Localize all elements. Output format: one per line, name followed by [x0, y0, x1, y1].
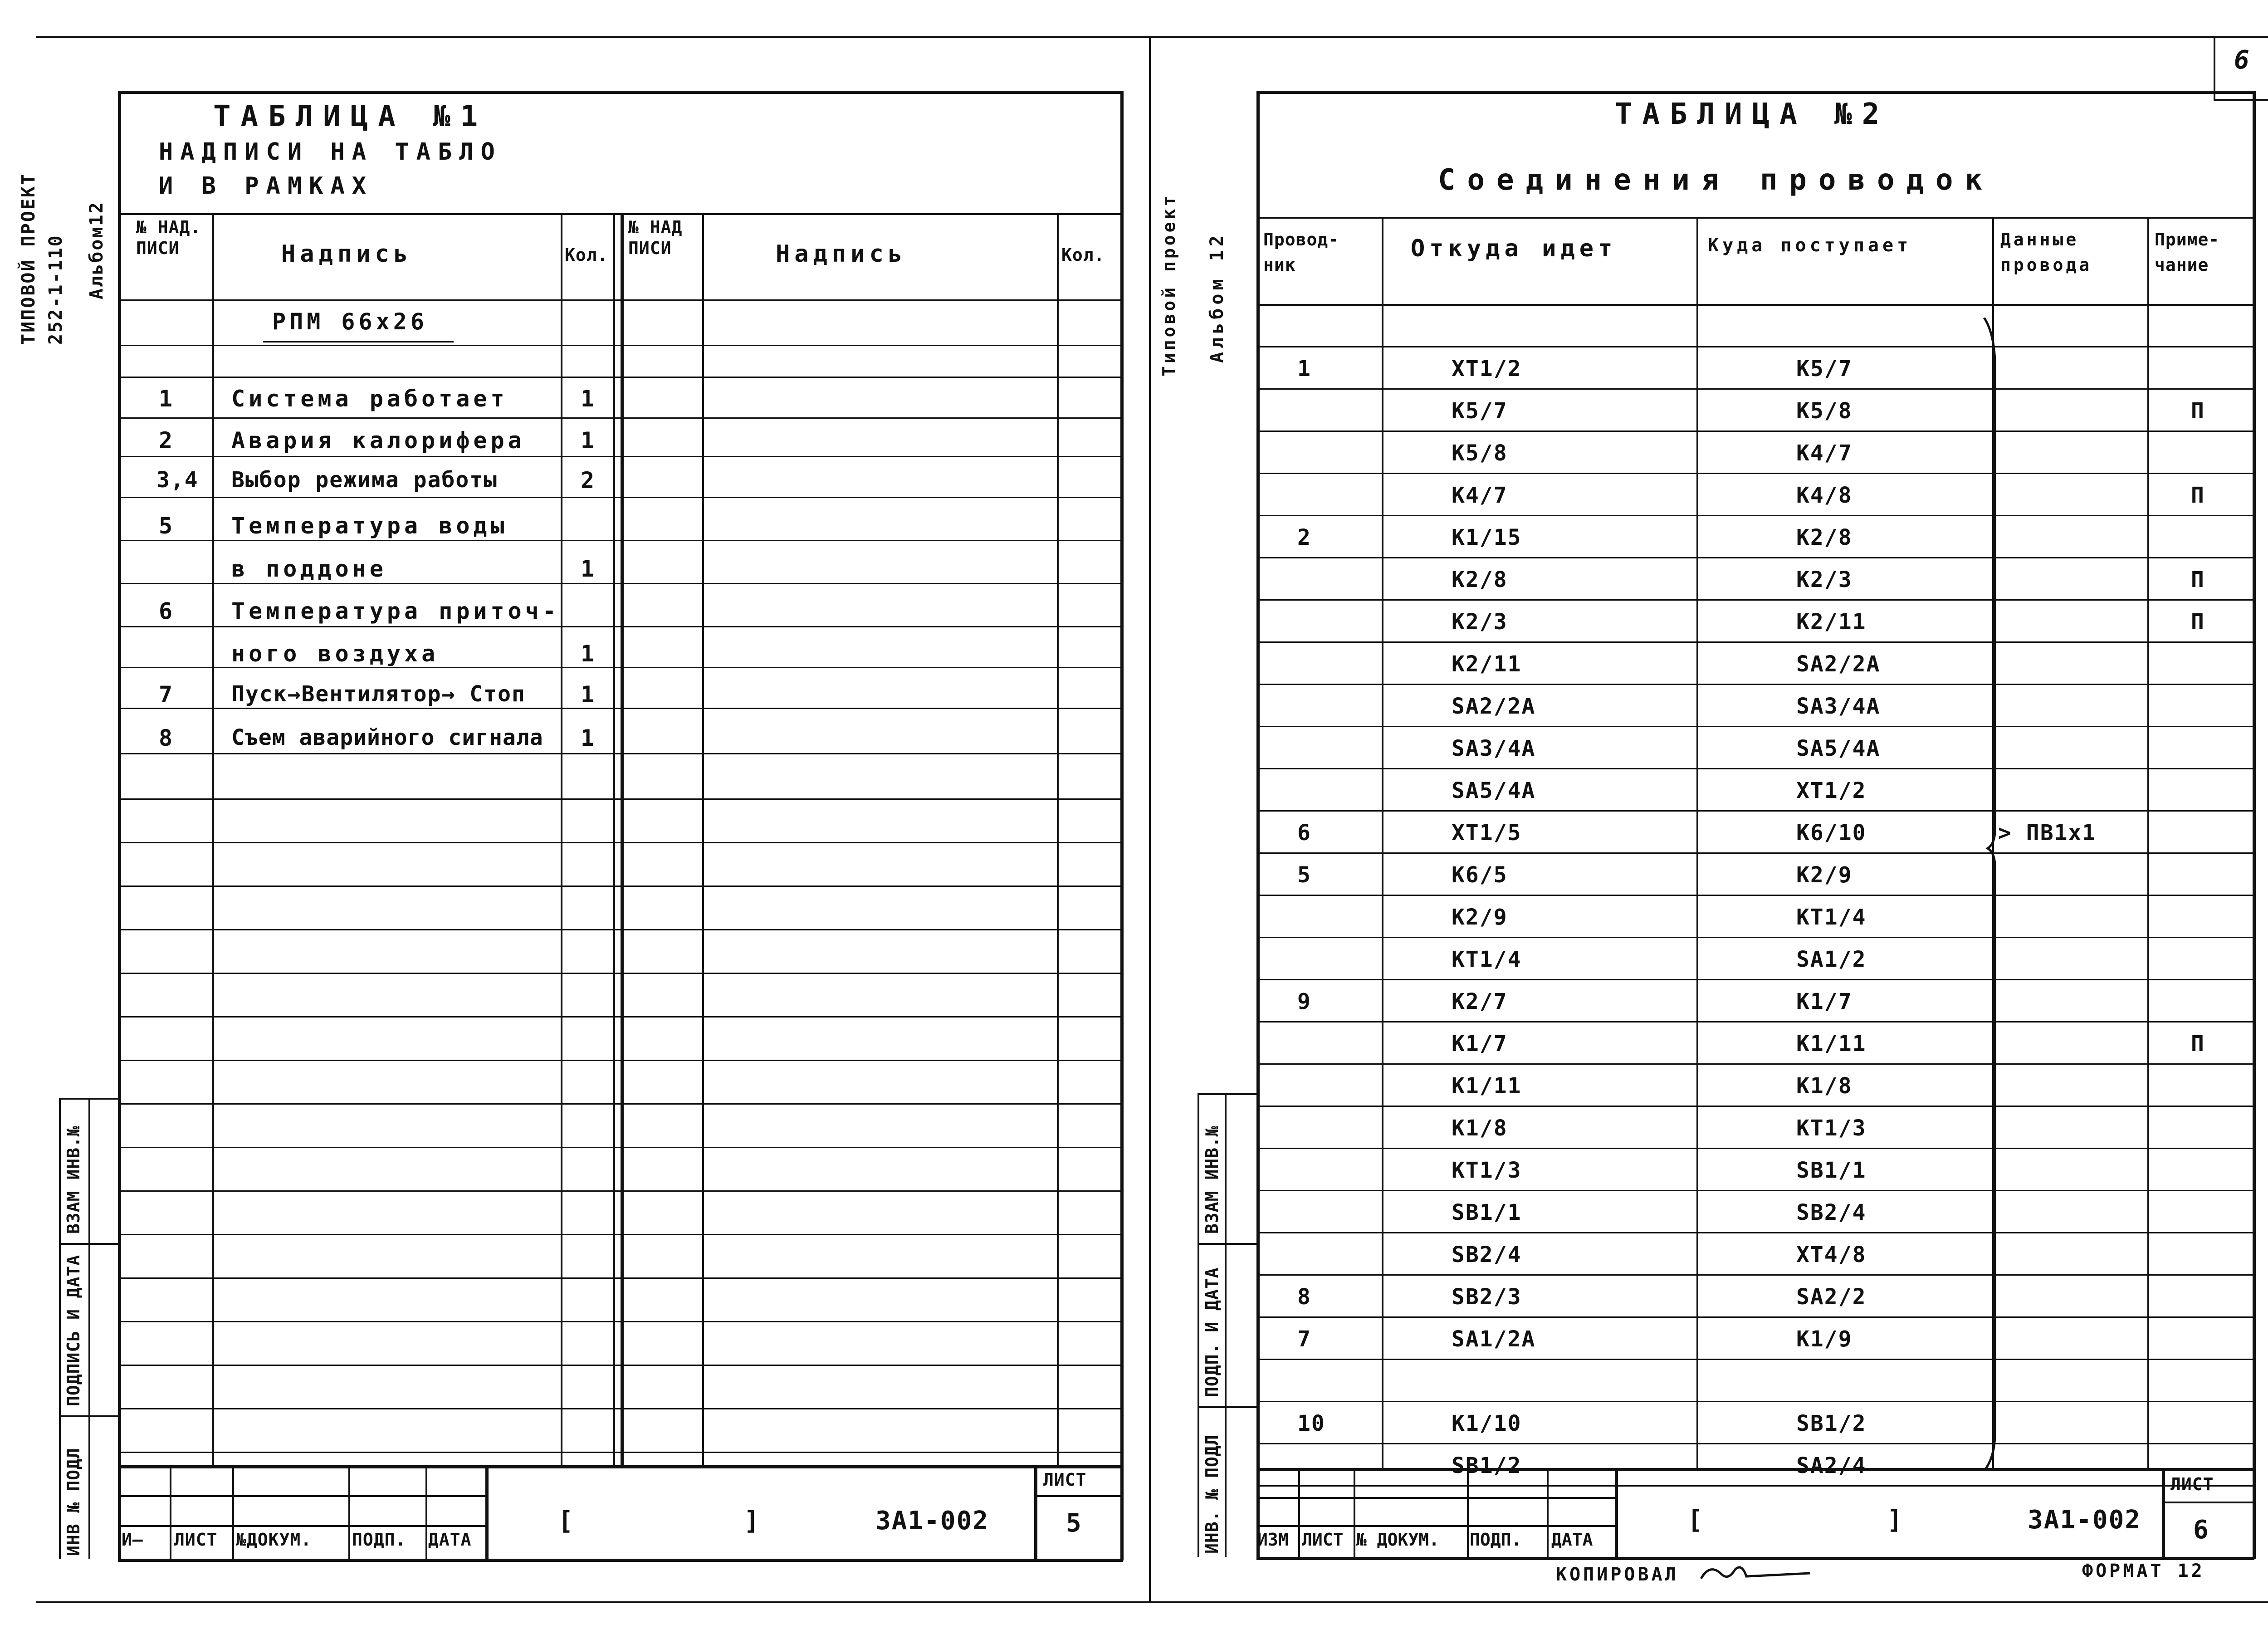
right-row-to: SA5/4A — [1796, 736, 1881, 761]
right-side-stamp-div1 — [1198, 1243, 1256, 1245]
right-stamp-row2 — [1256, 1525, 1615, 1527]
left-row-line-right — [621, 1452, 1121, 1453]
copied-signature — [1696, 1561, 1814, 1588]
right-row-to: SA1/2 — [1796, 947, 1867, 972]
left-frame-right — [1120, 91, 1124, 1561]
left-row-line-right — [621, 626, 1121, 627]
right-row-to: КТ1/3 — [1796, 1115, 1867, 1141]
left-side-stamp-top — [59, 1098, 118, 1100]
right-stamp-bracket-right: ] — [1887, 1505, 1903, 1535]
left-row-line-right — [621, 345, 1121, 346]
left-row-line — [118, 540, 621, 541]
left-col-label2-header: Надпись — [776, 240, 907, 268]
right-row-from: К1/11 — [1452, 1073, 1522, 1099]
right-col-from-header: Откуда идет — [1411, 235, 1617, 262]
left-col-no-header: № НАД. ПИСИ — [136, 217, 201, 258]
right-row-line — [1256, 1106, 2253, 1107]
right-stamp-col1 — [1298, 1468, 1300, 1557]
left-row-line-right — [621, 973, 1121, 974]
left-stamp-sheet-div — [1034, 1495, 1120, 1497]
left-row-line — [118, 1277, 621, 1279]
center-divider — [1149, 36, 1151, 1601]
left-row-line — [118, 1365, 621, 1366]
right-stamp-sheet-div — [2162, 1502, 2253, 1503]
right-row-line — [1256, 1232, 2253, 1233]
right-row-to: SA2/2A — [1796, 651, 1881, 677]
right-side-stamp-replace: ВЗАМ ИНВ.№ — [1202, 1125, 1222, 1234]
left-row-line-right — [621, 1408, 1121, 1409]
left-col-qty2-header: Кол. — [1061, 245, 1105, 265]
right-row-from: КТ1/3 — [1452, 1158, 1522, 1183]
right-stamp-row1 — [1256, 1497, 1615, 1499]
left-row-line-right — [621, 929, 1121, 930]
right-row-to: К1/11 — [1796, 1031, 1867, 1057]
left-row-line — [118, 345, 621, 346]
left-row-text: Температура приточ- — [231, 598, 560, 624]
right-stamp-sheet-label: ЛИСТ — [2170, 1474, 2214, 1494]
right-row-line — [1256, 557, 2253, 558]
left-row-line — [118, 583, 621, 584]
right-header-top — [1256, 217, 2253, 219]
left-col-label-header: Надпись — [281, 240, 413, 268]
left-row-line-right — [621, 798, 1121, 800]
left-row-line — [118, 1452, 621, 1453]
left-row-text: Температура воды — [231, 513, 508, 539]
left-table-title: ТАБЛИЦА №1 — [213, 100, 488, 133]
right-row-from: SB2/3 — [1452, 1284, 1522, 1310]
right-row-to: SA3/4A — [1796, 694, 1881, 719]
right-row-to: К2/3 — [1796, 567, 1853, 592]
left-row-text: Выбор режима работы — [231, 467, 498, 493]
right-row-wire: 10 — [1297, 1411, 1325, 1436]
right-side-stamp-div2 — [1198, 1406, 1256, 1408]
left-row-line-right — [621, 1060, 1121, 1061]
left-row-line — [118, 753, 621, 754]
right-row-line — [1256, 1401, 2253, 1402]
left-row-text: Съем аварийного сигнала — [231, 725, 543, 750]
right-stamp-col-date: ДАТА — [1551, 1530, 1593, 1550]
right-row-line — [1256, 726, 2253, 727]
left-row-line — [118, 417, 621, 419]
left-row-line-right — [621, 1365, 1121, 1366]
left-row-line-right — [621, 1103, 1121, 1105]
right-row-line — [1256, 979, 2253, 980]
left-row-line — [118, 1103, 621, 1105]
right-row-note: П — [2191, 483, 2205, 508]
right-row-line — [1256, 1190, 2253, 1191]
left-stamp-code: 3А1-002 — [875, 1506, 989, 1536]
left-row-line — [118, 1321, 621, 1322]
right-row-from: К1/10 — [1452, 1411, 1522, 1436]
left-row-line — [118, 973, 621, 974]
left-stamp-col-izm: И— — [122, 1530, 143, 1550]
left-row-line — [118, 377, 621, 378]
right-stamp-col2 — [1354, 1468, 1355, 1557]
left-stamp-row1 — [118, 1495, 485, 1497]
left-row-no: 2 — [159, 427, 176, 454]
right-stamp-col-doc: № ДОКУМ. — [1356, 1530, 1440, 1550]
left-side-stamp-replace: ВЗАМ ИНВ.№ — [64, 1125, 83, 1234]
left-stamp-col1 — [170, 1465, 171, 1559]
left-row-line — [118, 497, 621, 498]
right-row-note: П — [2191, 1031, 2205, 1057]
left-row-qty: 1 — [581, 681, 598, 708]
right-stamp-sheet-no: 6 — [2193, 1515, 2209, 1545]
right-side-stamp-top — [1198, 1093, 1256, 1095]
right-row-to: К2/9 — [1796, 862, 1853, 888]
left-stamp-col3 — [348, 1465, 350, 1559]
right-row-to: SB1/1 — [1796, 1158, 1867, 1183]
left-row-line-right — [621, 1147, 1121, 1148]
left-row-text: ного воздуха — [231, 641, 439, 667]
right-row-from: ХТ1/2 — [1452, 356, 1522, 382]
right-frame-right — [2253, 91, 2256, 1559]
right-side-stamp-mid — [1225, 1093, 1227, 1557]
right-row-to: К6/10 — [1796, 820, 1867, 846]
right-side-stamp-edge — [1198, 1093, 1199, 1557]
right-row-line — [1256, 1274, 2253, 1276]
right-row-wire: 8 — [1297, 1284, 1311, 1310]
right-row-to: ХТ1/2 — [1796, 778, 1867, 803]
corner-box-left — [2214, 36, 2215, 100]
right-row-wire: 1 — [1297, 356, 1311, 382]
right-row-to: КТ1/4 — [1796, 905, 1867, 930]
left-row-line-right — [621, 1234, 1121, 1235]
right-stamp-col-izm: ИЗМ — [1257, 1530, 1289, 1550]
right-stamp-top — [1256, 1468, 2253, 1471]
right-row-to: К5/8 — [1796, 398, 1853, 424]
right-row-from: К2/11 — [1452, 651, 1522, 677]
left-col-no2-header: № НАД ПИСИ — [628, 217, 683, 258]
right-stamp-col-sheet: ЛИСТ — [1302, 1530, 1344, 1550]
left-side-stamp-sign: ПОДПИСЬ И ДАТА — [64, 1254, 83, 1406]
right-row-from: SB1/1 — [1452, 1200, 1522, 1225]
right-row-line — [1256, 937, 2253, 938]
right-row-from: SB2/4 — [1452, 1242, 1522, 1267]
right-col-line-1 — [1382, 217, 1383, 1469]
left-row-no: 5 — [159, 513, 176, 539]
left-stamp-bracket-left: [ — [558, 1506, 574, 1536]
right-stamp-code: 3А1-002 — [2028, 1505, 2141, 1535]
left-header-top — [118, 213, 1122, 215]
left-side-code-1: ТИПОВОЙ ПРОЕКТ — [18, 172, 39, 345]
right-row-to: SA2/2 — [1796, 1284, 1867, 1310]
right-side-code-2: Альбом 12 — [1207, 232, 1227, 363]
right-row-line — [1256, 641, 2253, 643]
left-panel-underline — [263, 341, 454, 342]
right-stamp-col5 — [1615, 1468, 1618, 1557]
right-side-stamp-sign: ПОДП. И ДАТА — [1202, 1267, 1222, 1397]
left-stamp-sheet-no: 5 — [1066, 1508, 1082, 1538]
left-row-line — [118, 1190, 621, 1192]
right-row-from: SB1/2 — [1452, 1453, 1522, 1478]
right-frame-top — [1256, 91, 2254, 94]
left-row-line-right — [621, 885, 1121, 887]
right-frame-bottom — [1256, 1557, 2254, 1560]
right-row-from: SA5/4A — [1452, 778, 1536, 803]
right-row-line — [1256, 388, 2253, 390]
left-row-no: 7 — [159, 681, 176, 708]
right-row-line — [1256, 684, 2253, 685]
right-row-line — [1256, 473, 2253, 474]
wire-spec-brace — [1982, 318, 2009, 1470]
left-row-line-right — [621, 1277, 1121, 1279]
right-row-to: SA2/4 — [1796, 1453, 1867, 1478]
left-side-stamp-mid — [88, 1098, 90, 1559]
left-row-qty: 1 — [581, 641, 598, 667]
right-row-from: К2/8 — [1452, 567, 1508, 592]
left-row-line — [118, 929, 621, 930]
left-row-qty: 1 — [581, 556, 598, 582]
left-row-line-right — [621, 1016, 1121, 1018]
left-row-line — [118, 667, 621, 668]
right-row-from: SA1/2A — [1452, 1326, 1536, 1352]
right-table-title: ТАБЛИЦА №2 — [1615, 98, 1890, 131]
left-row-no: 3,4 — [156, 467, 199, 493]
right-row-wire: 7 — [1297, 1326, 1311, 1352]
left-side-stamp-div2 — [59, 1415, 118, 1417]
left-stamp-col-doc: №ДОКУМ. — [236, 1530, 312, 1550]
corner-box-bottom — [2214, 99, 2268, 101]
right-header-bottom — [1256, 304, 2253, 306]
right-row-from: К5/7 — [1452, 398, 1508, 424]
right-row-from: ХТ1/5 — [1452, 820, 1522, 846]
footer-format-label: ФОРМАТ 12 — [2082, 1561, 2205, 1581]
left-row-qty: 2 — [581, 467, 598, 494]
right-row-from: К2/7 — [1452, 989, 1508, 1014]
left-row-line — [118, 456, 621, 457]
left-side-stamp-inv: ИНВ № ПОДЛ — [64, 1448, 83, 1556]
right-row-line — [1256, 1443, 2253, 1444]
right-row-to: ХТ4/8 — [1796, 1242, 1867, 1267]
right-row-from: К1/7 — [1452, 1031, 1508, 1057]
right-row-line — [1256, 1485, 2253, 1487]
right-row-wire: 9 — [1297, 989, 1311, 1014]
right-row-wire: 2 — [1297, 525, 1311, 550]
left-header-bottom — [118, 299, 1122, 301]
right-col-to-header: Куда поступает — [1708, 235, 1912, 256]
right-row-from: К2/9 — [1452, 905, 1508, 930]
right-col-line-2 — [1696, 217, 1698, 1469]
right-row-line — [1256, 895, 2253, 896]
right-row-from: SA2/2A — [1452, 694, 1536, 719]
left-col-qty-header: Кол. — [565, 245, 608, 265]
left-row-qty: 1 — [581, 427, 598, 454]
left-row-line-right — [621, 540, 1121, 541]
left-row-line-right — [621, 1321, 1121, 1322]
left-row-line-right — [621, 417, 1121, 419]
footer-copied-label: КОПИРОВАЛ — [1556, 1564, 1679, 1585]
right-frame-left — [1256, 91, 1260, 1559]
left-row-line-right — [621, 377, 1121, 378]
right-row-to: К1/7 — [1796, 989, 1853, 1014]
left-row-line-right — [621, 753, 1121, 754]
left-row-line — [118, 626, 621, 627]
right-row-line — [1256, 346, 2253, 347]
left-row-line-right — [621, 667, 1121, 668]
right-row-note: П — [2191, 567, 2205, 592]
right-row-line — [1256, 810, 2253, 812]
right-row-to: К1/8 — [1796, 1073, 1853, 1099]
left-table-subtitle-2: И В РАМКАХ — [159, 172, 374, 200]
left-row-no: 6 — [159, 598, 176, 624]
right-row-line — [1256, 515, 2253, 516]
corner-page-number: 6 — [2234, 45, 2250, 75]
right-row-wire: 5 — [1297, 862, 1311, 888]
left-row-text: Пуск→Вентилятор→ Стоп — [231, 681, 526, 707]
left-row-line-right — [621, 583, 1121, 584]
right-row-from: К1/8 — [1452, 1115, 1508, 1141]
left-row-line — [118, 1016, 621, 1018]
left-row-qty: 1 — [581, 725, 598, 751]
left-row-text: Система работает — [231, 386, 508, 412]
left-row-text: Авария калорифера — [231, 427, 525, 454]
left-row-line-right — [621, 708, 1121, 709]
left-row-no: 8 — [159, 725, 176, 751]
wire-spec-label: > ПВ1х1 — [1998, 820, 2097, 846]
right-stamp-col6 — [2162, 1468, 2165, 1557]
left-row-line-right — [621, 456, 1121, 457]
right-row-line — [1256, 768, 2253, 769]
left-stamp-row2 — [118, 1525, 485, 1527]
left-frame-top — [118, 91, 1123, 94]
top-border — [36, 36, 2268, 38]
right-stamp-col-sign: ПОДП. — [1470, 1530, 1522, 1550]
left-stamp-bracket-right: ] — [744, 1506, 760, 1536]
left-stamp-col4 — [425, 1465, 427, 1559]
right-row-line — [1256, 431, 2253, 432]
right-row-line — [1256, 1148, 2253, 1149]
right-row-to: К4/8 — [1796, 483, 1853, 508]
right-row-from: К4/7 — [1452, 483, 1508, 508]
right-row-line — [1256, 599, 2253, 601]
left-frame-left — [118, 91, 121, 1561]
right-row-from: К6/5 — [1452, 862, 1508, 888]
right-table-subtitle: Соединения проводок — [1438, 163, 1994, 197]
right-row-note: П — [2191, 398, 2205, 424]
left-stamp-col5 — [485, 1465, 489, 1559]
left-row-line — [118, 798, 621, 800]
right-col-data-header: Данные провода — [2000, 230, 2092, 275]
right-row-to: SB2/4 — [1796, 1200, 1867, 1225]
left-stamp-col-date: ДАТА — [428, 1530, 472, 1550]
right-col-note-header: Приме- чание — [2155, 230, 2220, 275]
right-row-to: SB1/2 — [1796, 1411, 1867, 1436]
left-stamp-col-sign: ПОДП. — [352, 1530, 406, 1550]
left-panel-name: РПМ 66х26 — [272, 308, 428, 335]
left-row-line — [118, 708, 621, 709]
left-stamp-col6 — [1034, 1465, 1037, 1559]
right-row-to: К4/7 — [1796, 440, 1853, 466]
left-stamp-top — [118, 1465, 1122, 1468]
right-row-to: К1/9 — [1796, 1326, 1853, 1352]
right-side-stamp-inv: ИНВ. № ПОДЛ — [1202, 1434, 1222, 1554]
left-stamp-sheet-label: ЛИСТ — [1043, 1470, 1087, 1490]
left-row-line — [118, 1060, 621, 1061]
right-row-from: SA3/4A — [1452, 736, 1536, 761]
right-side-code-1: Типовой проект — [1159, 193, 1179, 377]
right-stamp-col4 — [1547, 1468, 1549, 1557]
right-stamp-bracket-left: [ — [1687, 1505, 1704, 1535]
left-row-qty: 1 — [581, 386, 598, 412]
left-stamp-col2 — [232, 1465, 234, 1559]
left-row-line-right — [621, 497, 1121, 498]
left-row-line — [118, 1147, 621, 1148]
right-row-line — [1256, 1316, 2253, 1318]
left-row-line — [118, 842, 621, 843]
left-row-line-right — [621, 842, 1121, 843]
right-row-from: К5/8 — [1452, 440, 1508, 466]
right-col-line-4 — [2147, 217, 2149, 1469]
right-row-line — [1256, 1359, 2253, 1360]
right-row-to: К2/8 — [1796, 525, 1853, 550]
right-row-line — [1256, 852, 2253, 854]
right-row-note: П — [2191, 609, 2205, 635]
left-frame-bottom — [118, 1559, 1123, 1562]
right-row-from: К1/15 — [1452, 525, 1522, 550]
left-stamp-col-sheet: ЛИСТ — [174, 1530, 218, 1550]
right-row-to: К2/11 — [1796, 609, 1867, 635]
right-row-to: К5/7 — [1796, 356, 1853, 382]
left-side-code-2: 252-1-110 — [45, 234, 66, 345]
right-col-wire-header: Провод- ник — [1263, 230, 1339, 275]
left-row-line — [118, 1408, 621, 1409]
left-table-subtitle-1: НАДПИСИ НА ТАБЛО — [159, 138, 502, 166]
right-row-line — [1256, 1021, 2253, 1022]
left-side-stamp-div1 — [59, 1243, 118, 1245]
right-row-line — [1256, 1063, 2253, 1065]
left-row-line-right — [621, 1190, 1121, 1192]
left-row-no: 1 — [159, 386, 176, 412]
left-row-line — [118, 1234, 621, 1235]
bottom-border — [36, 1601, 2268, 1603]
right-row-from: КТ1/4 — [1452, 947, 1522, 972]
right-row-wire: 6 — [1297, 820, 1311, 846]
left-row-text: в поддоне — [231, 556, 387, 582]
right-stamp-col3 — [1467, 1468, 1469, 1557]
left-row-line — [118, 885, 621, 887]
right-row-from: К2/3 — [1452, 609, 1508, 635]
left-side-stamp-edge — [59, 1098, 61, 1559]
left-side-code-3: Альбом12 — [86, 201, 107, 299]
